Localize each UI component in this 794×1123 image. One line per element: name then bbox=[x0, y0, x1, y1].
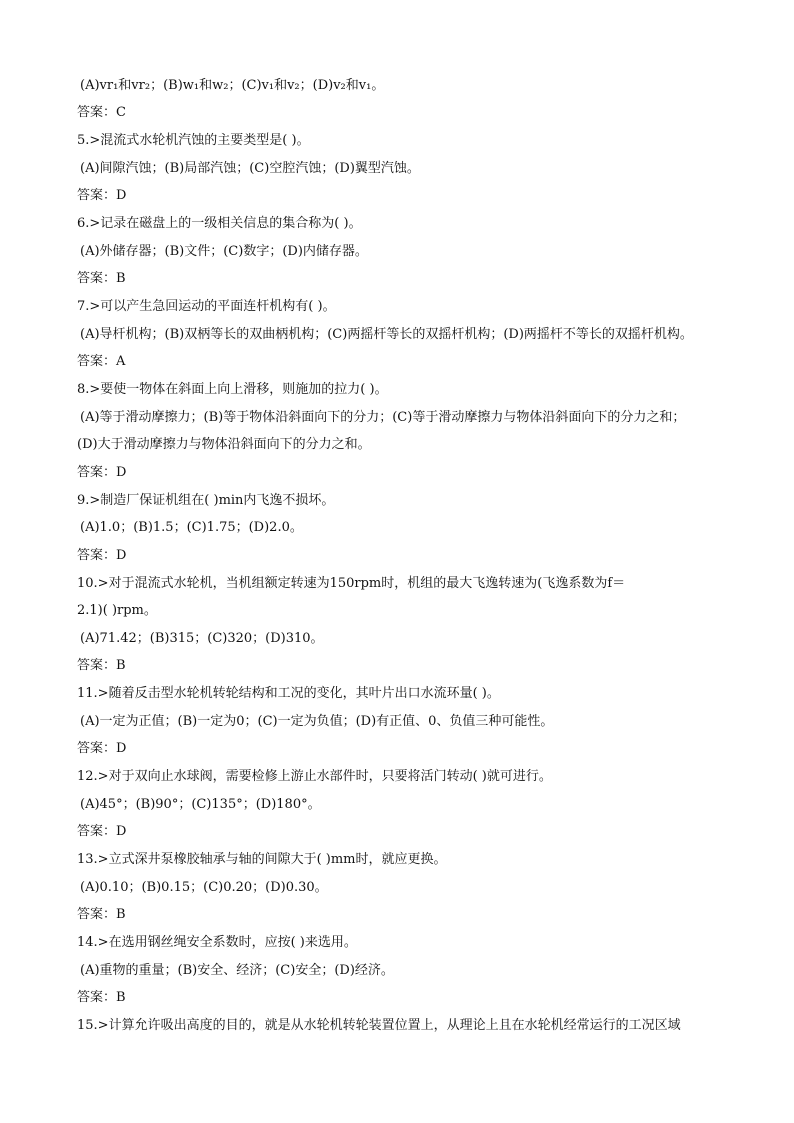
option-line: (A)一定为正值；(B)一定为0；(C)一定为负值；(D)有正值、0、负值三种可能性。 bbox=[80, 714, 554, 729]
answer-line: 答案：D bbox=[77, 188, 127, 203]
question-line: 15.>计算允许吸出高度的目的，就是从水轮机转轮装置位置上，从理论上且在水轮机经常运行的工况区域 bbox=[77, 1018, 681, 1033]
answer-line: 答案：C bbox=[77, 105, 126, 120]
option-line: (A)外储存器；(B)文件；(C)数字；(D)内储存器。 bbox=[80, 244, 368, 259]
answer-line: 答案：B bbox=[77, 658, 126, 673]
option-line: (A)等于滑动摩擦力；(B)等于物体沿斜面向下的分力；(C)等于滑动摩擦力与物体沿斜面向下的分力之和； bbox=[80, 410, 686, 425]
question-line: 9.>制造厂保证机组在( )min内飞逸不损坏。 bbox=[77, 493, 335, 508]
answer-line: 答案：A bbox=[77, 354, 126, 369]
question-line: 8.>要使一物体在斜面上向上滑移，则施加的拉力( )。 bbox=[77, 382, 388, 397]
question-continuation: 2.1)( )rpm。 bbox=[77, 603, 157, 618]
answer-line: 答案：D bbox=[77, 824, 127, 839]
question-line: 11.>随着反击型水轮机转轮结构和工况的变化，其叶片出口水流环量( )。 bbox=[77, 686, 500, 701]
option-line: (A)间隙汽蚀；(B)局部汽蚀；(C)空腔汽蚀；(D)翼型汽蚀。 bbox=[80, 161, 420, 176]
question-line: 10.>对于混流式水轮机，当机组额定转速为150rpm时，机组的最大飞逸转速为(飞逸系数为f＝ bbox=[77, 576, 626, 591]
question-line: 6.>记录在磁盘上的一级相关信息的集合称为( )。 bbox=[77, 216, 362, 231]
option-line: (A)重物的重量；(B)安全、经济；(C)安全；(D)经济。 bbox=[80, 963, 394, 978]
question-line: 5.>混流式水轮机汽蚀的主要类型是( )。 bbox=[77, 133, 310, 148]
answer-line: 答案：D bbox=[77, 741, 127, 756]
answer-line: 答案：D bbox=[77, 465, 127, 480]
answer-line: 答案：B bbox=[77, 990, 126, 1005]
option-line: (D)大于滑动摩擦力与物体沿斜面向下的分力之和。 bbox=[77, 437, 371, 452]
option-line: (A)vr₁和vr₂；(B)w₁和w₂；(C)v₁和v₂；(D)v₂和v₁。 bbox=[80, 78, 385, 93]
answer-line: 答案：D bbox=[77, 548, 127, 563]
option-line: (A)导杆机构；(B)双柄等长的双曲柄机构；(C)两摇杆等长的双摇杆机构；(D)两摇杆不等长的双摇杆机构。 bbox=[80, 327, 693, 342]
question-line: 7.>可以产生急回运动的平面连杆机构有( )。 bbox=[77, 299, 336, 314]
option-line: (A)45°；(B)90°；(C)135°；(D)180°。 bbox=[80, 797, 321, 812]
option-line: (A)0.10；(B)0.15；(C)0.20；(D)0.30。 bbox=[80, 880, 328, 895]
question-line: 14.>在选用钢丝绳安全系数时，应按( )来选用。 bbox=[77, 935, 357, 950]
answer-line: 答案：B bbox=[77, 271, 126, 286]
question-line: 13.>立式深井泵橡胶轴承与轴的间隙大于( )mm时，就应更换。 bbox=[77, 852, 447, 867]
option-line: (A)71.42；(B)315；(C)320；(D)310。 bbox=[80, 631, 324, 646]
answer-line: 答案：B bbox=[77, 907, 126, 922]
option-line: (A)1.0；(B)1.5；(C)1.75；(D)2.0。 bbox=[80, 520, 303, 535]
question-line: 12.>对于双向止水球阀，需要检修上游止水部件时，只要将活门转动( )就可进行。 bbox=[77, 769, 552, 784]
